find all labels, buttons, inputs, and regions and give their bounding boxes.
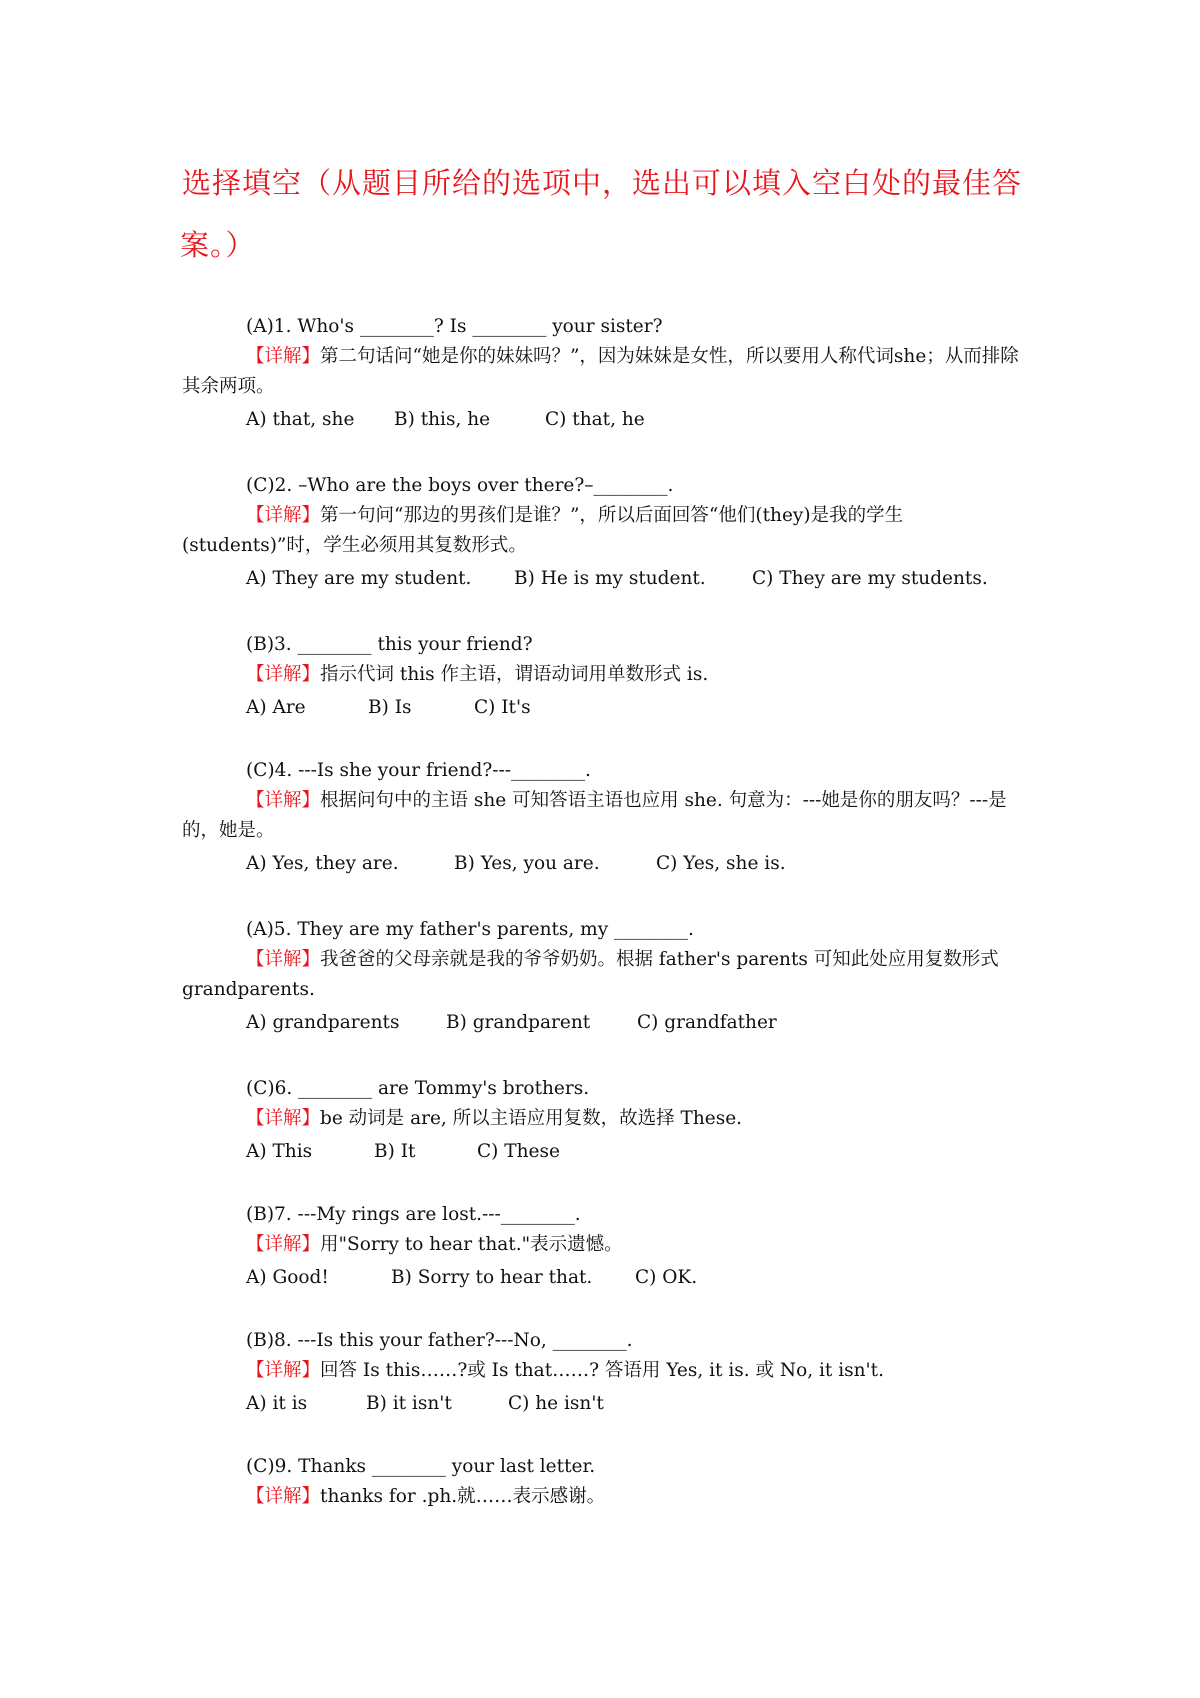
- question-explanation: [182, 501, 1032, 561]
- option-b: B) He is my student.: [514, 568, 706, 589]
- options-row: [182, 405, 1032, 435]
- option-c: C) Yes, she is.: [656, 853, 786, 874]
- question-explanation: [182, 660, 1032, 690]
- explain-tag: 【详解】: [246, 505, 321, 526]
- question-stem: (A)1. Who's ________? Is ________ your sister?: [246, 316, 663, 337]
- option-a: A) it is: [246, 1393, 308, 1414]
- question-9: [182, 1452, 1032, 1512]
- question-stem: (C)6. ________ are Tommy's brothers.: [246, 1078, 590, 1099]
- question-stem: (A)5. They are my father's parents, my ________.: [246, 919, 694, 940]
- option-c: C) he isn't: [508, 1393, 604, 1414]
- option-b: B) grandparent: [446, 1012, 591, 1033]
- explanation-text: 用"Sorry to hear that."表示遗憾。: [320, 1234, 623, 1255]
- question-explanation: [182, 1230, 1032, 1260]
- explain-tag: 【详解】: [246, 949, 321, 970]
- question-2: [182, 471, 1032, 594]
- option-b: B) Sorry to hear that.: [391, 1267, 593, 1288]
- explain-tag: 【详解】: [246, 1486, 321, 1507]
- question-explanation: [182, 945, 1032, 1005]
- title-line-2: 案。）: [180, 228, 256, 262]
- explanation-text: 第一句问“那边的男孩们是谁？”，所以后面回答“他们(they)是我的学生(students)”时，学生必须用其复数形式。: [182, 505, 904, 556]
- option-b: B) it isn't: [366, 1393, 452, 1414]
- question-explanation: [182, 1356, 1032, 1386]
- explanation-text: be 动词是 are, 所以主语应用复数，故选择 These.: [320, 1108, 743, 1129]
- question-4: [182, 756, 1032, 879]
- explanation-text: 根据问句中的主语 she 可知答语主语也应用 she. 句意为：---她是你的朋友吗？---是的，她是。: [182, 790, 1007, 841]
- title-line-1: 选择填空（从题目所给的选项中，选出可以填入空白处的最佳答: [182, 166, 1023, 200]
- question-explanation: [182, 1482, 1032, 1512]
- options-row: [182, 564, 1032, 594]
- section-title: [182, 152, 1042, 276]
- option-c: C) It's: [474, 697, 531, 718]
- question-stem: (C)4. ---Is she your friend?---________.: [246, 760, 591, 781]
- option-b: B) It: [374, 1141, 416, 1162]
- explanation-text: thanks for .ph.就……表示感谢。: [320, 1486, 606, 1507]
- question-explanation: [182, 786, 1032, 846]
- option-a: A) that, she: [246, 409, 355, 430]
- question-5: [182, 915, 1032, 1038]
- options-row: [182, 693, 1032, 723]
- options-row: [182, 1389, 1032, 1419]
- options-row: [182, 1008, 1032, 1038]
- option-a: A) Good!: [246, 1267, 329, 1288]
- explain-tag: 【详解】: [246, 790, 321, 811]
- options-row: [182, 1263, 1032, 1293]
- option-c: C) that, he: [545, 409, 645, 430]
- explain-tag: 【详解】: [246, 664, 321, 685]
- question-6: [182, 1074, 1032, 1167]
- option-c: C) These: [477, 1141, 560, 1162]
- question-8: [182, 1326, 1032, 1419]
- explain-tag: 【详解】: [246, 1108, 321, 1129]
- explain-tag: 【详解】: [246, 346, 321, 367]
- option-c: C) grandfather: [637, 1012, 777, 1033]
- explain-tag: 【详解】: [246, 1360, 321, 1381]
- question-stem: (C)9. Thanks ________ your last letter.: [246, 1456, 596, 1477]
- question-3: [182, 630, 1032, 723]
- option-c: C) They are my students.: [752, 568, 988, 589]
- question-stem: (B)7. ---My rings are lost.---________.: [246, 1204, 581, 1225]
- question-explanation: [182, 342, 1032, 402]
- option-b: B) Yes, you are.: [454, 853, 600, 874]
- option-b: B) Is: [368, 697, 412, 718]
- question-stem: (B)8. ---Is this your father?---No, ________.: [246, 1330, 633, 1351]
- question-stem: (B)3. ________ this your friend?: [246, 634, 533, 655]
- option-b: B) this, he: [394, 409, 491, 430]
- question-7: [182, 1200, 1032, 1293]
- options-row: [182, 849, 1032, 879]
- question-stem: (C)2. –Who are the boys over there?–________.: [246, 475, 674, 496]
- option-a: A) Yes, they are.: [246, 853, 399, 874]
- explanation-text: 第二句话问“她是你的妹妹吗？”，因为妹妹是女性，所以要用人称代词she；从而排除其余两项。: [182, 346, 1019, 397]
- question-1: [182, 312, 1032, 435]
- explanation-text: 回答 Is this……?或 Is that……? 答语用 Yes, it is. 或 No, it isn't.: [320, 1360, 884, 1381]
- option-a: A) They are my student.: [246, 568, 472, 589]
- option-a: A) Are: [246, 697, 306, 718]
- explanation-text: 我爸爸的父母亲就是我的爷爷奶奶。根据 father's parents 可知此处应用复数形式 grandparents.: [182, 949, 999, 1000]
- option-a: A) This: [246, 1141, 313, 1162]
- explanation-text: 指示代词 this 作主语，谓语动词用单数形式 is.: [320, 664, 709, 685]
- options-row: [182, 1137, 1032, 1167]
- option-c: C) OK.: [635, 1267, 698, 1288]
- question-explanation: [182, 1104, 1032, 1134]
- explain-tag: 【详解】: [246, 1234, 321, 1255]
- option-a: A) grandparents: [246, 1012, 400, 1033]
